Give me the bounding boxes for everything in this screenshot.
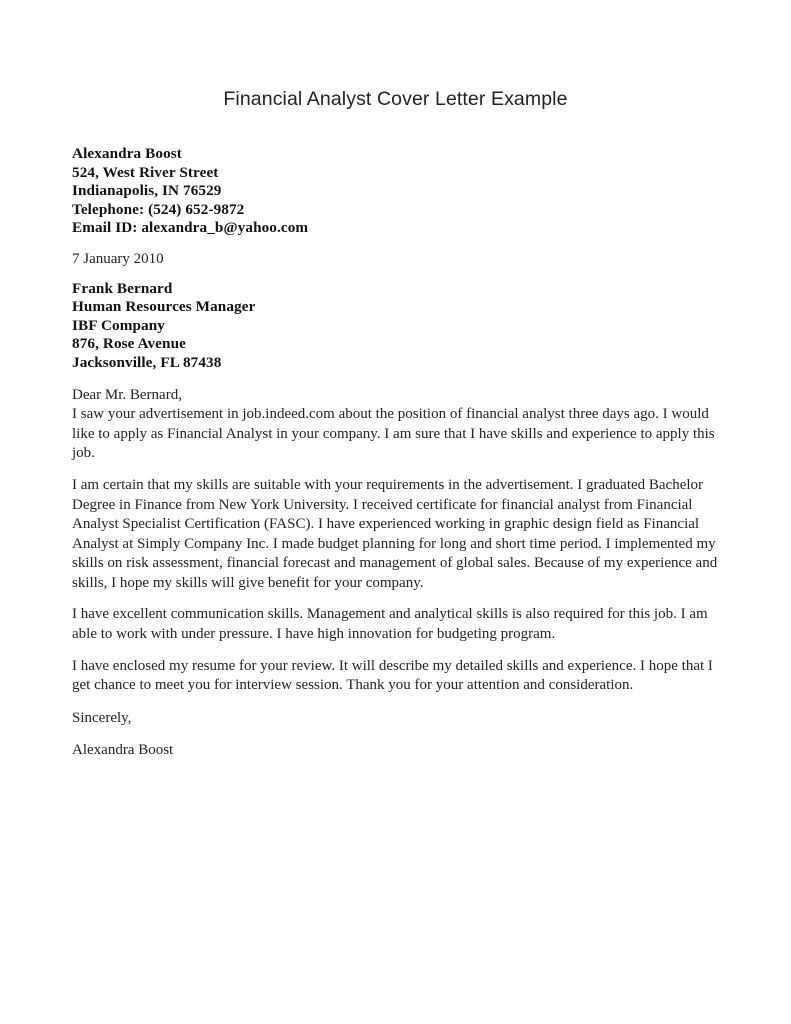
recipient-address-block [72, 280, 722, 373]
recipient-street: 876, Rose Avenue [72, 335, 186, 353]
letter-paragraph: I have excellent communication skills. Management and analytical skills is also required for this job. I am able to work with under pressure. I have high innovation for budgeting program. [72, 606, 708, 643]
salutation: Dear Mr. Bernard, [72, 386, 182, 403]
sender-telephone: Telephone: (524) 652-9872 [72, 200, 245, 218]
sender-address-block [72, 145, 722, 238]
closing-salutation: Sincerely, [72, 709, 132, 726]
recipient-name: Frank Bernard [72, 279, 173, 297]
recipient-city-state-zip: Jacksonville, FL 87438 [72, 353, 222, 371]
signature-name: Alexandra Boost [72, 742, 174, 759]
recipient-company: IBF Company [72, 316, 165, 334]
letter-paragraph: I have enclosed my resume for your review. It will describe my detailed skills and experience. I hope that I get chance to meet you for interview session. Thank you for your attention and consideration. [72, 657, 713, 694]
letter-paragraph: I am certain that my skills are suitable with your requirements in the advertisement. I graduated Bachelor Degree in Finance from New York University. I received certificate for financial analyst from Financial Analyst Specialist Certification (FASC). I have experienced working in graphic design field as Financial Analyst at Simply Company Inc. I made budget planning for long and short time period. I implemented my skills on risk assessment, financial forecast and management of global sales. Because of my experience and skills, I hope my skills will give benefit for your company. [72, 476, 718, 591]
letter-date: 7 January 2010 [72, 250, 164, 267]
sender-name: Alexandra Boost [72, 145, 182, 162]
page-title: Financial Analyst Cover Letter Example [223, 88, 568, 110]
sender-street: 524, West River Street [72, 163, 219, 181]
letter-paragraph: I saw your advertisement in job.indeed.com about the position of financial analyst three days ago. I would like to apply as Financial Analyst in your company. I am sure that I have skills and experience to apply this job. [72, 406, 715, 462]
recipient-job-title: Human Resources Manager [72, 298, 256, 316]
sender-city-state-zip: Indianapolis, IN 76529 [72, 182, 222, 200]
cover-letter-body [72, 145, 722, 761]
sender-email: Email ID: alexandra_b@yahoo.com [72, 219, 309, 237]
